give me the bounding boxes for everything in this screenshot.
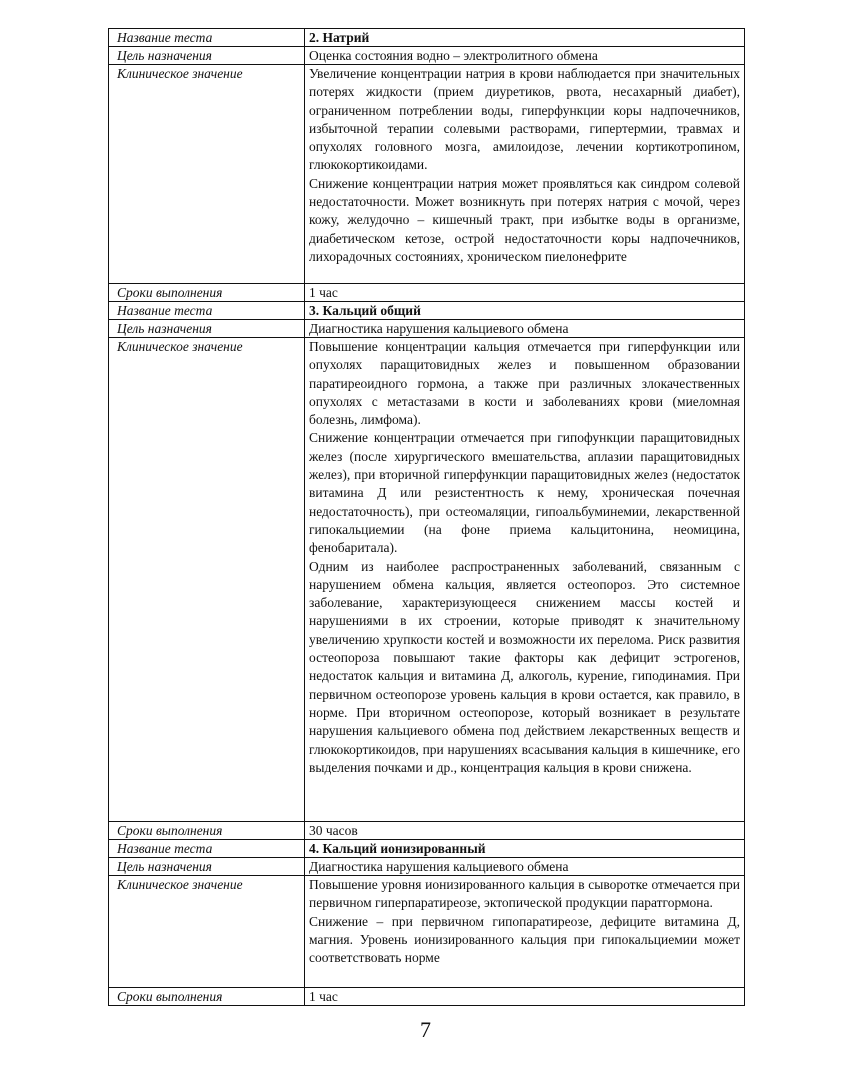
table-row — [109, 822, 745, 840]
table-row — [109, 320, 745, 338]
clinical-value — [305, 65, 745, 284]
clinical-value — [305, 876, 745, 988]
clinical-label: Клиническое значение — [109, 876, 305, 988]
clinical-paragraph: Увеличение концентрации натрия в крови наблюдается при значительных потерях жидкости (прием диуретиков, рвота, несахарный диабет), ограниченном потреблении воды, гиперфункции коры надпочечников, избыточной терапии солевыми растворами, гипертермии, травмах и опухолях головного мозга, амилоидозе, лечении кортикотропином, глюкокортикоидами. — [309, 66, 740, 173]
clinical-value — [305, 338, 745, 822]
time-label: Сроки выполнения — [109, 822, 305, 840]
table-row — [109, 284, 745, 302]
table-row — [109, 338, 745, 822]
time-value: 1 час — [305, 284, 745, 302]
test-name: 3. Кальций общий — [305, 302, 745, 320]
clinical-label: Клиническое значение — [109, 338, 305, 822]
table-row — [109, 302, 745, 320]
table-row — [109, 47, 745, 65]
table-row — [109, 876, 745, 988]
test-table — [108, 28, 745, 1006]
purpose-value: Оценка состояния водно – электролитного обмена — [305, 47, 745, 65]
table-row — [109, 988, 745, 1006]
page-number: 7 — [420, 1017, 431, 1042]
time-label: Сроки выполнения — [109, 284, 305, 302]
test-name: 4. Кальций ионизированный — [305, 840, 745, 858]
clinical-paragraph: Одним из наиболее распространенных заболеваний, связанным с нарушением обмена кальция, является остеопороз. Это системное заболевание, характеризующееся снижением массы костей и нарушениями в их строении, которые приводят к значительному увеличению хрупкости костей и возможности их перелома. Риск развития остеопороза повышают такие факторы как дефицит эстрогенов, недостаток кальция и витамина Д, алкоголь, курение, гиподинамия. При первичном остеопорозе уровень кальция в крови остается, как правило, в норме. При вторичном остеопорозе, который возникает в результате нарушения кальциевого обмена под действием лекарственных веществ и глюкокортикоидов, при нарушениях всасывания кальция в кишечнике, его выделения почками и др., концентрация кальция в крови снижена. — [309, 558, 740, 775]
purpose-value: Диагностика нарушения кальциевого обмена — [305, 858, 745, 876]
purpose-value: Диагностика нарушения кальциевого обмена — [305, 320, 745, 338]
purpose-label: Цель назначения — [109, 858, 305, 876]
time-value: 1 час — [305, 988, 745, 1006]
table-row — [109, 65, 745, 284]
time-value: 30 часов — [305, 822, 745, 840]
purpose-label: Цель назначения — [109, 47, 305, 65]
purpose-label: Цель назначения — [109, 320, 305, 338]
clinical-paragraph: Повышение уровня ионизированного кальция в сыворотке отмечается при первичном гиперпаратиреозе, эктопической продукции паратгормона. — [309, 877, 740, 911]
test-name-label: Название теста — [109, 29, 305, 47]
clinical-paragraph: Снижение – при первичном гипопаратиреозе, дефиците витамина Д, магния. Уровень ионизированного кальция при гипокальциемии может соответствовать норме — [309, 913, 740, 966]
clinical-paragraph: Повышение концентрации кальция отмечается при гиперфункции или опухолях паращитовидных желез и повышенном образовании паратиреоидного гормона, а также при различных злокачественных опухолях с метастазами в кости и заболеваниях крови (миеломная болезнь, лимфома). — [309, 339, 740, 428]
test-name-label: Название теста — [109, 302, 305, 320]
table-row — [109, 858, 745, 876]
clinical-label: Клиническое значение — [109, 65, 305, 284]
document-page — [108, 28, 744, 1006]
time-label: Сроки выполнения — [109, 988, 305, 1006]
test-name: 2. Натрий — [305, 29, 745, 47]
table-row — [109, 29, 745, 47]
clinical-paragraph: Снижение концентрации натрия может проявляться как синдром солевой недостаточности. Может возникнуть при потерях натрия с мочой, через кожу, желудочно – кишечный тракт, при избытке воды в организме, диабетическом кетозе, острой недостаточности коры надпочечников, лихорадочных состояниях, хроническом пиелонефрите — [309, 175, 740, 264]
clinical-paragraph: Снижение концентрации отмечается при гипофункции паращитовидных желез (после хирургического вмешательства, аплазии паращитовидных желез), при вторичной гиперфункции паращитовидных желез (недостаток витамина Д или резистентность к нему, хроническая почечная недостаточность), при остеомаляции, гипоальбуминемии, лекарственной гипокальциемии (на фоне приема кальцитонина, неомицина, фенобаритала). — [309, 430, 740, 556]
table-row — [109, 840, 745, 858]
test-name-label: Название теста — [109, 840, 305, 858]
